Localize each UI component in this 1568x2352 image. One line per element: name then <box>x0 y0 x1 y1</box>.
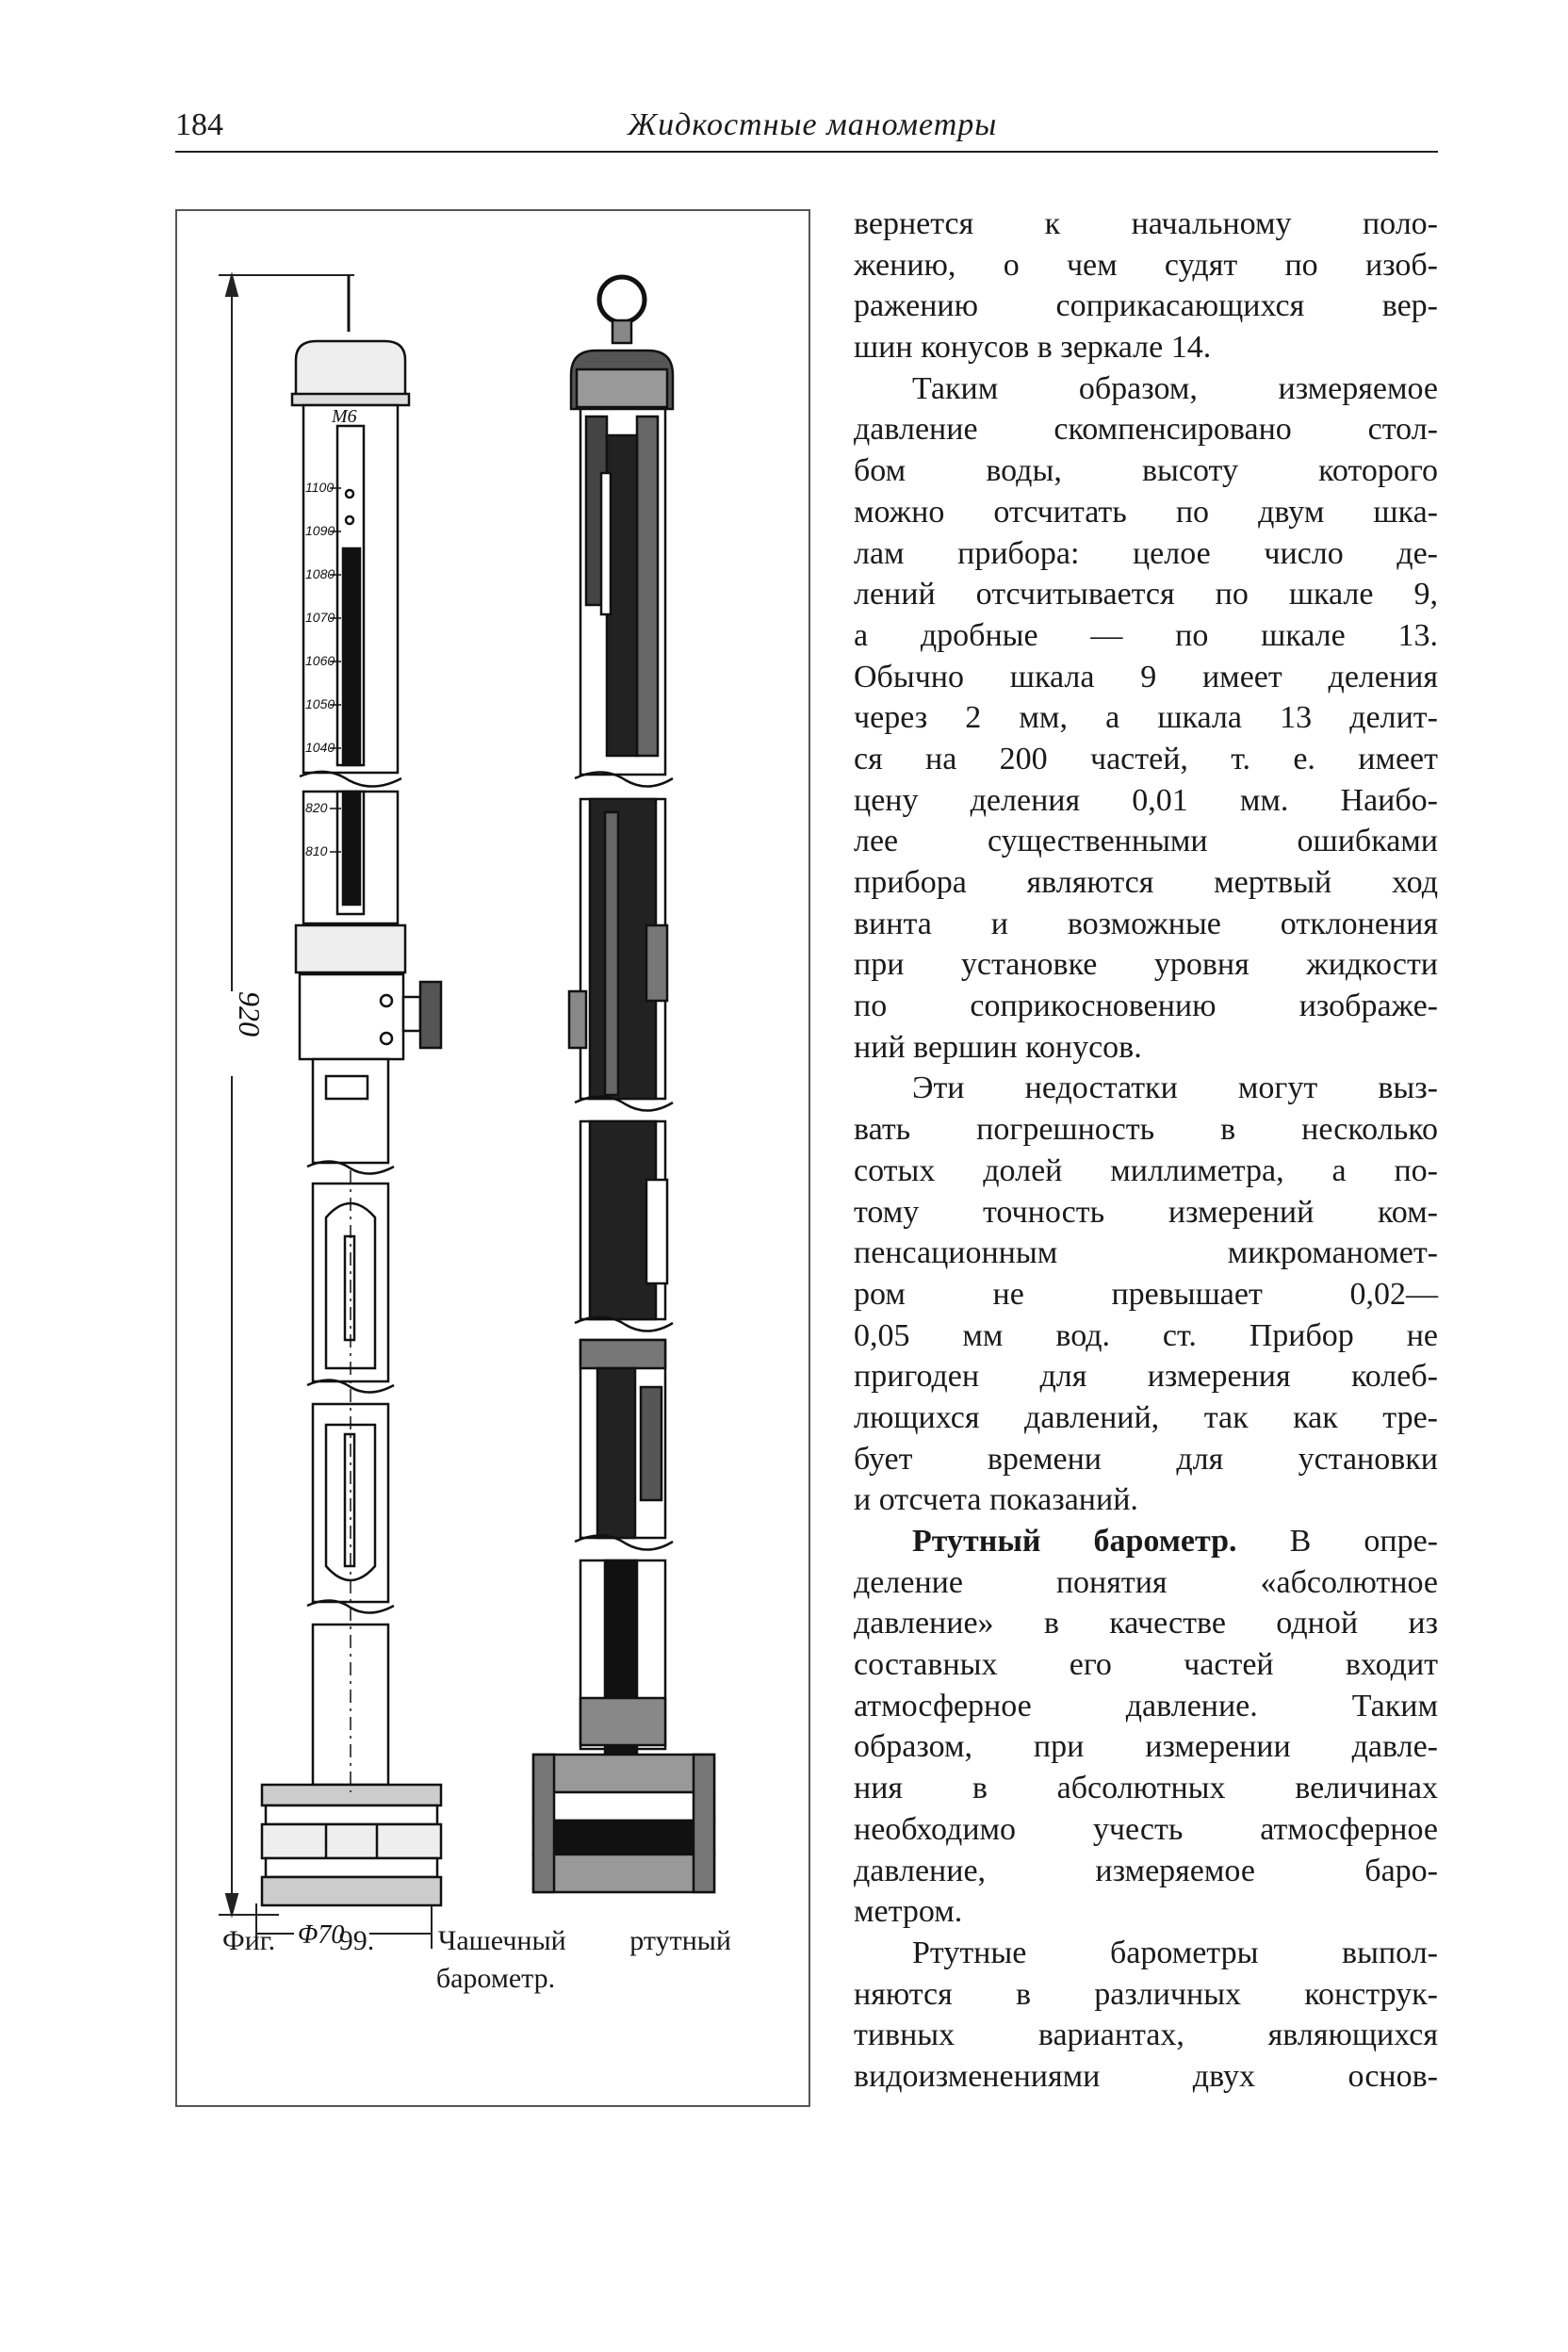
scale-tick: 1090 <box>305 523 335 538</box>
text-line-content: пенсационным микроманомет- <box>854 1235 1438 1271</box>
text-line <box>854 245 1438 286</box>
text-line-content: Эти недостатки могут выз- <box>912 1070 1438 1106</box>
diameter-dimension-label: Φ70 <box>298 1920 345 1950</box>
text-line <box>854 1315 1438 1357</box>
text-line-content: Ртутные барометры выпол- <box>912 1935 1438 1970</box>
text-line <box>854 1768 1438 1809</box>
text-line <box>854 450 1438 492</box>
scale-tick: 820 <box>305 800 328 815</box>
text-line <box>854 739 1438 780</box>
text-line-content: тивных вариантах, являющихся <box>854 2017 1438 2053</box>
text-line-content: няются в различных конструк- <box>854 1976 1438 2012</box>
text-line-content: прибора являются мертвый ход <box>854 865 1438 900</box>
text-line <box>854 862 1438 904</box>
header-rule <box>175 151 1438 153</box>
text-line <box>854 1562 1438 1604</box>
text-line <box>854 368 1438 410</box>
text-line-content: вать погрешность в несколько <box>854 1112 1438 1148</box>
text-line <box>854 1233 1438 1274</box>
text-line <box>854 204 1438 245</box>
text-line <box>854 697 1438 739</box>
scale-tick: 1080 <box>305 566 335 581</box>
text-line <box>854 1521 1438 1562</box>
caption-word: Чашечный <box>437 1925 566 1956</box>
text-line <box>854 615 1438 657</box>
text-line-content: давление, измеряемое баро- <box>854 1853 1438 1888</box>
text-line-content: сотых долей миллиметра, а по- <box>854 1152 1438 1188</box>
text-line-content: лений отсчитывается по шкале 9, <box>854 577 1438 612</box>
text-line <box>854 1274 1438 1315</box>
scale-tick: 1050 <box>305 696 335 711</box>
text-line <box>854 2015 1438 2056</box>
page-header <box>175 102 1438 155</box>
text-line <box>854 1974 1438 2016</box>
text-line-content: винта и возможные отклонения <box>854 906 1438 941</box>
text-line <box>854 1644 1438 1686</box>
barometer-external-view <box>262 275 441 1905</box>
barometer-section-view <box>533 277 714 1892</box>
text-line-content: бом воды, высоту которого <box>854 453 1438 489</box>
text-line <box>854 1068 1438 1109</box>
text-line-content: ния в абсолютных величинах <box>854 1771 1438 1806</box>
text-line-content: вернется к начальному поло- <box>854 206 1438 241</box>
text-line <box>854 574 1438 615</box>
text-line-content: можно отсчитать по двум шка- <box>854 494 1438 530</box>
text-line <box>854 1809 1438 1851</box>
text-line-content: видоизменениями двух основ- <box>854 2058 1438 2094</box>
scale-tick: 1100 <box>305 480 335 495</box>
text-line-content: по соприкосновению изображе- <box>854 988 1438 1024</box>
text-line-content: В опре- <box>1236 1524 1438 1559</box>
text-line <box>854 1192 1438 1233</box>
text-line <box>854 533 1438 575</box>
page-number: 184 <box>175 107 223 142</box>
text-line <box>854 1479 1438 1521</box>
text-line-content: Таким образом, измеряемое <box>912 370 1438 406</box>
text-line-content: лее существенными ошибками <box>854 824 1438 859</box>
scale-tick: 1040 <box>305 740 335 755</box>
text-line <box>854 1726 1438 1768</box>
text-line <box>854 1686 1438 1727</box>
text-line-content: бует времени для установки <box>854 1441 1438 1477</box>
text-line-content: лющихся давлений, так как тре- <box>854 1399 1438 1435</box>
text-line <box>854 1933 1438 1974</box>
text-line <box>854 821 1438 862</box>
text-line-content: тому точность измерений ком- <box>854 1194 1438 1230</box>
scale-tick: 1060 <box>305 653 335 668</box>
text-line-content: шин конусов в зеркале 14. <box>854 330 1212 366</box>
text-line-content: образом, при измерении давле- <box>854 1729 1438 1765</box>
text-line <box>854 1439 1438 1480</box>
text-line <box>854 657 1438 698</box>
body-text-column <box>854 204 1438 2098</box>
text-line <box>854 944 1438 986</box>
text-line-content: необходимо учесть атмосферное <box>854 1811 1438 1847</box>
text-line-content: давление» в качестве одной из <box>854 1606 1438 1642</box>
text-line-content: Обычно шкала 9 имеет деления <box>854 659 1438 694</box>
text-line-content: 0,05 мм вод. ст. Прибор не <box>854 1317 1438 1353</box>
caption-word: ртутный <box>629 1925 731 1956</box>
caption-line-1 <box>222 1922 731 1960</box>
text-line <box>854 2056 1438 2098</box>
text-line-content: метром. <box>854 1894 963 1930</box>
running-title: Жидкостные манометры <box>628 107 998 142</box>
text-line-content: и отсчета показаний. <box>854 1482 1138 1518</box>
text-line <box>854 1356 1438 1397</box>
figure-99 <box>175 209 810 2107</box>
scale-label: М6 <box>332 406 357 427</box>
caption-word: Фиг. <box>222 1925 276 1956</box>
text-line <box>854 327 1438 368</box>
text-line-content: ний вершин конусов. <box>854 1029 1142 1065</box>
caption-line-2: барометр. <box>435 1963 556 1994</box>
text-line-content: ражению соприкасающихся вер- <box>854 288 1438 324</box>
scale-tick: 1070 <box>305 610 335 625</box>
text-line <box>854 904 1438 945</box>
text-line <box>854 1027 1438 1069</box>
text-line-content: цену деления 0,01 мм. Наибо- <box>854 782 1438 818</box>
text-line-content: атмосферное давление. Таким <box>854 1688 1438 1723</box>
text-line-content: лам прибора: целое число де- <box>854 535 1438 571</box>
text-line-content: составных его частей входит <box>854 1647 1438 1683</box>
text-line <box>854 286 1438 327</box>
text-line-content: а дробные — по шкале 13. <box>854 617 1438 653</box>
barometer-drawing <box>175 209 810 2107</box>
text-line <box>854 780 1438 822</box>
height-dimension-label: 920 <box>233 991 267 1037</box>
bold-heading: Ртутный барометр. <box>912 1524 1237 1559</box>
text-line-content: через 2 мм, а шкала 13 делит- <box>854 700 1438 736</box>
scale-tick: 810 <box>305 843 328 858</box>
text-line <box>854 1151 1438 1192</box>
text-line <box>854 1603 1438 1644</box>
text-line-content: давление скомпенсировано стол- <box>854 412 1438 448</box>
text-line-content: жению, о чем судят по изоб- <box>854 247 1438 283</box>
text-line <box>854 492 1438 533</box>
text-line-content: ся на 200 частей, т. е. имеет <box>854 741 1438 776</box>
text-line-content: пригоден для измерения колеб- <box>854 1359 1438 1395</box>
text-line-content: деление понятия «абсолютное <box>854 1564 1438 1600</box>
text-line-content: ром не превышает 0,02— <box>854 1276 1438 1312</box>
text-line <box>854 1397 1438 1439</box>
text-line <box>854 1851 1438 1892</box>
text-line <box>854 1109 1438 1151</box>
text-line <box>854 986 1438 1027</box>
caption-word: 99. <box>338 1925 375 1956</box>
text-line <box>854 409 1438 450</box>
figure-caption <box>222 1922 731 1998</box>
text-line-content: при установке уровня жидкости <box>854 947 1438 983</box>
text-line <box>854 1891 1438 1933</box>
